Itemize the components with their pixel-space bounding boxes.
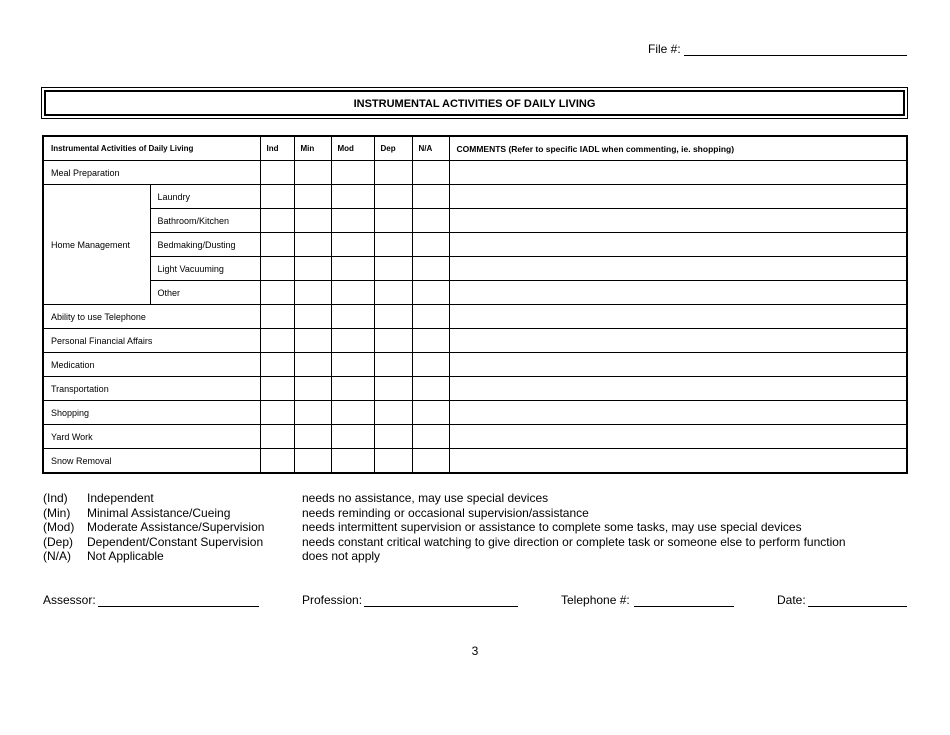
header-ind: Ind [260, 136, 294, 161]
legend-row [43, 520, 846, 535]
comment-cell[interactable] [449, 281, 907, 305]
rating-cell[interactable] [374, 401, 412, 425]
assessor-label: Assessor: [43, 593, 96, 607]
profession-label: Profession: [302, 593, 363, 607]
rating-cell[interactable] [412, 257, 449, 281]
legend-name: Dependent/Constant Supervision [87, 534, 264, 549]
comment-cell[interactable] [449, 185, 907, 209]
legend-abbr: (Min) [43, 505, 71, 520]
rating-cell[interactable] [294, 185, 331, 209]
rating-cell[interactable] [260, 401, 294, 425]
rating-cell[interactable] [412, 305, 449, 329]
comment-cell[interactable] [449, 161, 907, 185]
rating-cell[interactable] [331, 401, 374, 425]
header-min: Min [294, 136, 331, 161]
legend-desc: needs reminding or occasional supervision/assistance [302, 505, 589, 520]
rating-cell[interactable] [331, 353, 374, 377]
iadl-table [42, 135, 908, 474]
legend-name: Independent [87, 491, 154, 505]
comment-cell[interactable] [449, 329, 907, 353]
comment-cell[interactable] [449, 449, 907, 474]
rating-cell[interactable] [412, 161, 449, 185]
sub-activity-label: Other [150, 281, 260, 305]
rating-cell[interactable] [374, 449, 412, 474]
rating-cell[interactable] [374, 425, 412, 449]
activity-label: Medication [43, 353, 260, 377]
legend-row [43, 535, 846, 550]
header-activity: Instrumental Activities of Daily Living [43, 136, 260, 161]
rating-cell[interactable] [294, 257, 331, 281]
table-row [43, 377, 907, 401]
rating-cell[interactable] [331, 209, 374, 233]
comment-cell[interactable] [449, 257, 907, 281]
table-row [43, 281, 907, 305]
comment-cell[interactable] [449, 425, 907, 449]
rating-cell[interactable] [294, 209, 331, 233]
rating-cell[interactable] [294, 305, 331, 329]
rating-cell[interactable] [412, 449, 449, 474]
rating-cell[interactable] [374, 257, 412, 281]
rating-cell[interactable] [260, 281, 294, 305]
rating-cell[interactable] [374, 209, 412, 233]
profession-field[interactable] [364, 606, 518, 607]
rating-cell[interactable] [374, 185, 412, 209]
file-number-label: File #: [648, 42, 681, 56]
rating-cell[interactable] [260, 161, 294, 185]
activity-label: Snow Removal [43, 449, 260, 474]
rating-cell[interactable] [260, 329, 294, 353]
rating-cell[interactable] [260, 209, 294, 233]
comment-cell[interactable] [449, 209, 907, 233]
comment-cell[interactable] [449, 401, 907, 425]
rating-cell[interactable] [331, 161, 374, 185]
header-comments: COMMENTS (Refer to specific IADL when commenting, ie. shopping) [449, 136, 907, 161]
rating-cell[interactable] [374, 353, 412, 377]
table-header-row [43, 136, 907, 161]
sub-activity-label: Bedmaking/Dusting [150, 233, 260, 257]
header-mod: Mod [331, 136, 374, 161]
header-na: N/A [412, 136, 449, 161]
rating-cell[interactable] [374, 329, 412, 353]
rating-legend [43, 491, 846, 564]
table-row [43, 329, 907, 353]
rating-cell[interactable] [331, 281, 374, 305]
rating-cell[interactable] [331, 329, 374, 353]
rating-cell[interactable] [260, 257, 294, 281]
sub-activity-label: Laundry [150, 185, 260, 209]
rating-cell[interactable] [374, 305, 412, 329]
table-row [43, 185, 907, 209]
rating-cell[interactable] [260, 233, 294, 257]
file-number-field[interactable] [684, 55, 907, 56]
rating-cell[interactable] [294, 353, 331, 377]
rating-cell[interactable] [294, 401, 331, 425]
legend-abbr: (Ind) [43, 491, 68, 505]
table-row [43, 257, 907, 281]
activity-label: Ability to use Telephone [43, 305, 260, 329]
rating-cell[interactable] [331, 377, 374, 401]
rating-cell[interactable] [331, 257, 374, 281]
comment-cell[interactable] [449, 233, 907, 257]
table-row [43, 425, 907, 449]
rating-cell[interactable] [260, 377, 294, 401]
activity-label: Meal Preparation [43, 161, 260, 185]
table-row [43, 161, 907, 185]
rating-cell[interactable] [374, 377, 412, 401]
page-title: INSTRUMENTAL ACTIVITIES OF DAILY LIVING [44, 90, 905, 116]
rating-cell[interactable] [412, 377, 449, 401]
legend-name: Minimal Assistance/Cueing [87, 505, 231, 520]
page-number: 3 [471, 644, 479, 658]
rating-cell[interactable] [260, 449, 294, 474]
legend-row [43, 506, 846, 521]
activity-label: Home Management [43, 185, 150, 305]
legend-desc: needs intermittent supervision or assistance to complete some tasks, may use special devices [302, 520, 802, 534]
table-row [43, 209, 907, 233]
telephone-field[interactable] [634, 606, 734, 607]
sub-activity-label: Light Vacuuming [150, 257, 260, 281]
activity-label: Transportation [43, 377, 260, 401]
rating-cell[interactable] [412, 329, 449, 353]
legend-row [43, 491, 846, 506]
legend-desc: does not apply [302, 549, 381, 563]
rating-cell[interactable] [260, 353, 294, 377]
rating-cell[interactable] [331, 425, 374, 449]
table-row [43, 305, 907, 329]
rating-cell[interactable] [260, 305, 294, 329]
rating-cell[interactable] [331, 449, 374, 474]
rating-cell[interactable] [412, 401, 449, 425]
comment-cell[interactable] [449, 377, 907, 401]
telephone-label: Telephone #: [561, 593, 630, 607]
table-row [43, 449, 907, 474]
rating-cell[interactable] [294, 161, 331, 185]
sub-activity-label: Bathroom/Kitchen [150, 209, 260, 233]
legend-abbr: (N/A) [43, 549, 71, 563]
table-row [43, 353, 907, 377]
rating-cell[interactable] [374, 161, 412, 185]
table-row [43, 401, 907, 425]
legend-name: Not Applicable [87, 549, 164, 563]
rating-cell[interactable] [260, 185, 294, 209]
rating-cell[interactable] [294, 377, 331, 401]
activity-label: Yard Work [43, 425, 260, 449]
rating-cell[interactable] [412, 233, 449, 257]
rating-cell[interactable] [294, 425, 331, 449]
date-label: Date: [777, 593, 806, 607]
rating-cell[interactable] [412, 209, 449, 233]
rating-cell[interactable] [294, 281, 331, 305]
legend-name: Moderate Assistance/Supervision [87, 520, 265, 534]
rating-cell[interactable] [331, 185, 374, 209]
rating-cell[interactable] [294, 233, 331, 257]
rating-cell[interactable] [374, 233, 412, 257]
activity-label: Shopping [43, 401, 260, 425]
header-dep: Dep [374, 136, 412, 161]
date-field[interactable] [808, 606, 907, 607]
title-box [41, 87, 908, 119]
rating-cell[interactable] [374, 281, 412, 305]
rating-cell[interactable] [294, 329, 331, 353]
legend-row [43, 549, 846, 564]
rating-cell[interactable] [412, 185, 449, 209]
rating-cell[interactable] [412, 353, 449, 377]
legend-abbr: (Mod) [43, 520, 75, 534]
assessor-field[interactable] [98, 606, 259, 607]
rating-cell[interactable] [331, 233, 374, 257]
activity-label: Personal Financial Affairs [43, 329, 260, 353]
comment-cell[interactable] [449, 353, 907, 377]
rating-cell[interactable] [260, 425, 294, 449]
rating-cell[interactable] [294, 449, 331, 474]
rating-cell[interactable] [412, 281, 449, 305]
table-row [43, 233, 907, 257]
legend-desc: needs constant critical watching to give direction or complete task or someone else to perform function [302, 534, 846, 549]
legend-desc: needs no assistance, may use special devices [302, 491, 549, 505]
comment-cell[interactable] [449, 305, 907, 329]
rating-cell[interactable] [412, 425, 449, 449]
rating-cell[interactable] [331, 305, 374, 329]
legend-abbr: (Dep) [43, 534, 74, 549]
